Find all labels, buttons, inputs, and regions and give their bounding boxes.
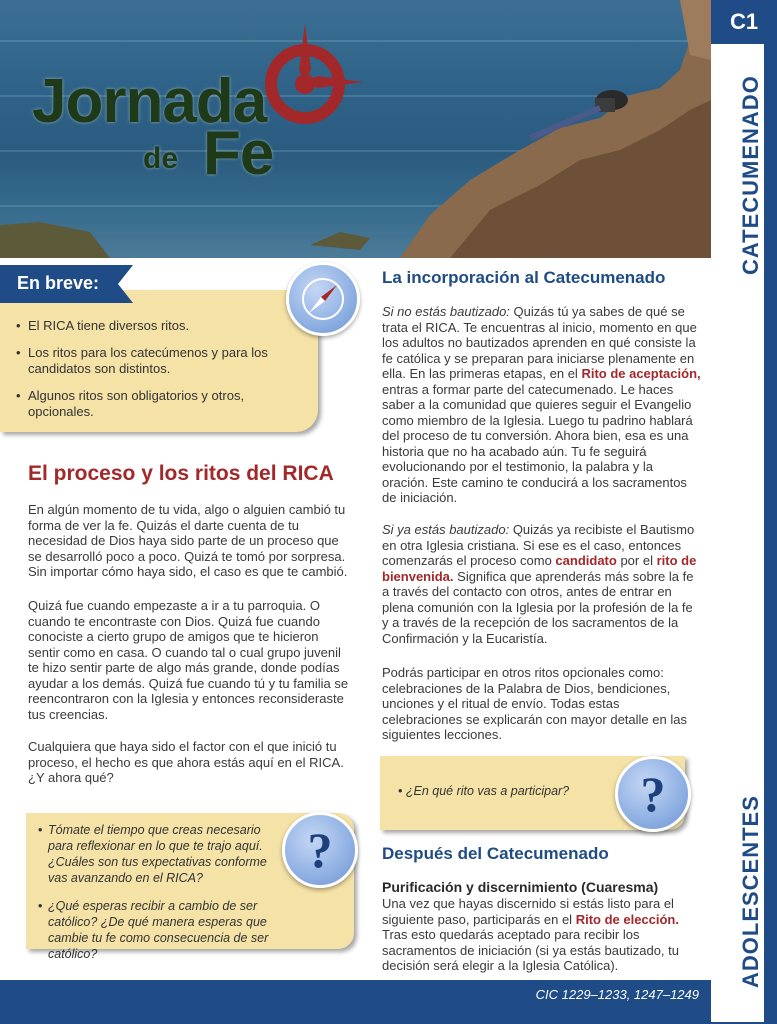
paragraph-eleccion (382, 896, 702, 974)
section-label-adolescentes: ADOLESCENTES (738, 795, 763, 989)
list-item: • El RICA tiene diversos ritos. (14, 318, 294, 334)
highlight-term: Rito de elección. (575, 911, 679, 927)
list-item: • Tómate el tiempo que creas necesario para reflexionar en lo que te trajo aquí. ¿Cuáles son tus expectativas conforme vas avanzando en el RICA? (38, 822, 282, 886)
section-label-catecumenado: CATECUMENADO (738, 75, 763, 275)
highlight-term: candidato (555, 553, 617, 568)
paragraph-lead: Si no estás bautizado: (382, 304, 510, 319)
paragraph-text: Quizás ya recibiste el Bautismo en otra Iglesia cristiana. Si ese es el caso, entonces comenzarás el proceso como (382, 522, 695, 568)
summary-list (14, 318, 294, 431)
section-title-despues: Después del Catecumenado (382, 844, 609, 863)
question-label: ¿En qué rito vas a participar? (405, 784, 570, 798)
hero-photo (0, 0, 711, 258)
question-text: • ¿En qué rito vas a participar? (398, 784, 570, 798)
paragraph-text: Quizás tú ya sabes de qué se trata el RICA. Te encuentras al inicio, momento en que los adultos no bautizados aprenden en qué consiste la fe católica y se preparan para iniciarse plenamente en ella. En las primeras etapas, en el (382, 304, 697, 381)
compass-badge (286, 262, 360, 336)
logo-jornada: Jornada (32, 67, 267, 136)
section-title-incorporacion: La incorporación al Catecumenado (382, 268, 666, 287)
paragraph-text: Significa que aprenderás más sobre la fe a través del contacto con otros, antes de entrar en plena comunión con la Iglesia por la profesión de la fe y a través de la recepción de los sacramentos de la Confirmación y la Eucaristía. (382, 568, 694, 646)
question-mark-icon: ? (615, 756, 691, 832)
highlight-term: rito de bienvenida. (382, 553, 697, 584)
list-item: • Algunos ritos son obligatorios y otros, opcionales. (14, 388, 294, 420)
paragraph-text: entras a formar parte del catecumenado. Le haces saber a la comunidad que quieres seguir el Evangelio como miembro de la Iglesia. Luego tu padrino hablará del proceso de tu conversión. Ahora bien, esa es una historia que no ha acabado aún. Tu fe seguirá evolucionando por el testimonio, la palabra y la oración. Este camino te conducirá a los sacramentos de iniciación. (382, 381, 693, 505)
paragraph-text: por el (616, 553, 657, 568)
paragraph-text: Una vez que hayas discernido si estás listo para el siguiente paso, participarás en el (382, 896, 674, 927)
compass-icon (299, 275, 347, 323)
list-item: • ¿Qué esperas recibir a cambio de ser católico? ¿De qué manera esperas que cambie tu fe como consecuencia de ser católico? (38, 898, 282, 962)
paragraph: Cualquiera que haya sido el factor con el que inició tu proceso, el hecho es que ahora estás aquí en el RICA. ¿Y ahora qué? (28, 739, 344, 785)
paragraph-lead: Si ya estás bautizado: (382, 522, 510, 537)
summary-label: En breve: (17, 273, 100, 293)
paragraph-bautizado (382, 522, 702, 646)
subsection-title: Purificación y discernimiento (Cuaresma) (382, 879, 659, 895)
lesson-badge: C1 (729, 9, 759, 34)
reflection-list (38, 822, 282, 974)
paragraph-no-bautizado (382, 304, 702, 506)
paragraph: En algún momento de tu vida, algo o alguien cambió tu forma de ver la fe. Quizás el darte cuenta de tu necesidad de Dios haya sido parte de un proceso que se desarrolló poco a poco. Quizá te tomó por sorpresa. Sin importar cómo haya sido, el caso es que te cambió. (28, 502, 348, 579)
logo-fe: Fe (203, 119, 274, 188)
list-item: • Los ritos para los catecúmenos y para los candidatos son distintos. (14, 345, 294, 377)
highlight-term: Rito de aceptación, (581, 366, 701, 381)
section-title-proceso: El proceso y los ritos del RICA (28, 462, 334, 485)
logo-de: de (143, 142, 179, 175)
paragraph-text: Tras esto quedarás aceptado para recibir los sacramentos de iniciación (si ya estás bautizado, tu decisión será elegir a la Iglesia Católica). (382, 927, 679, 973)
footer-reference: CIC 1229–1233, 1247–1249 (535, 987, 699, 1002)
paragraph: Podrás participar en otros ritos opcionales como: celebraciones de la Palabra de Dios, bendiciones, unciones y el ritual de envío. Todas estas celebraciones se explicarán con mayor detalle en las siguientes lecciones. (382, 665, 687, 742)
question-mark-icon: ? (282, 812, 358, 888)
paragraph: Quizá fue cuando empezaste a ir a tu parroquia. O cuando te encontraste con Dios. Quizá fue cuando conociste a cierto grupo de amigos que te hicieron sentir como en casa. O cuando tal o cual grupo juvenil te hizo sentir parte de algo más grande, donde podías ayudar a los demás. Quizá fue cuando tú y tu familia se reencontraron con la Iglesia y entonces reconsideraste tus creencias. (28, 598, 349, 722)
